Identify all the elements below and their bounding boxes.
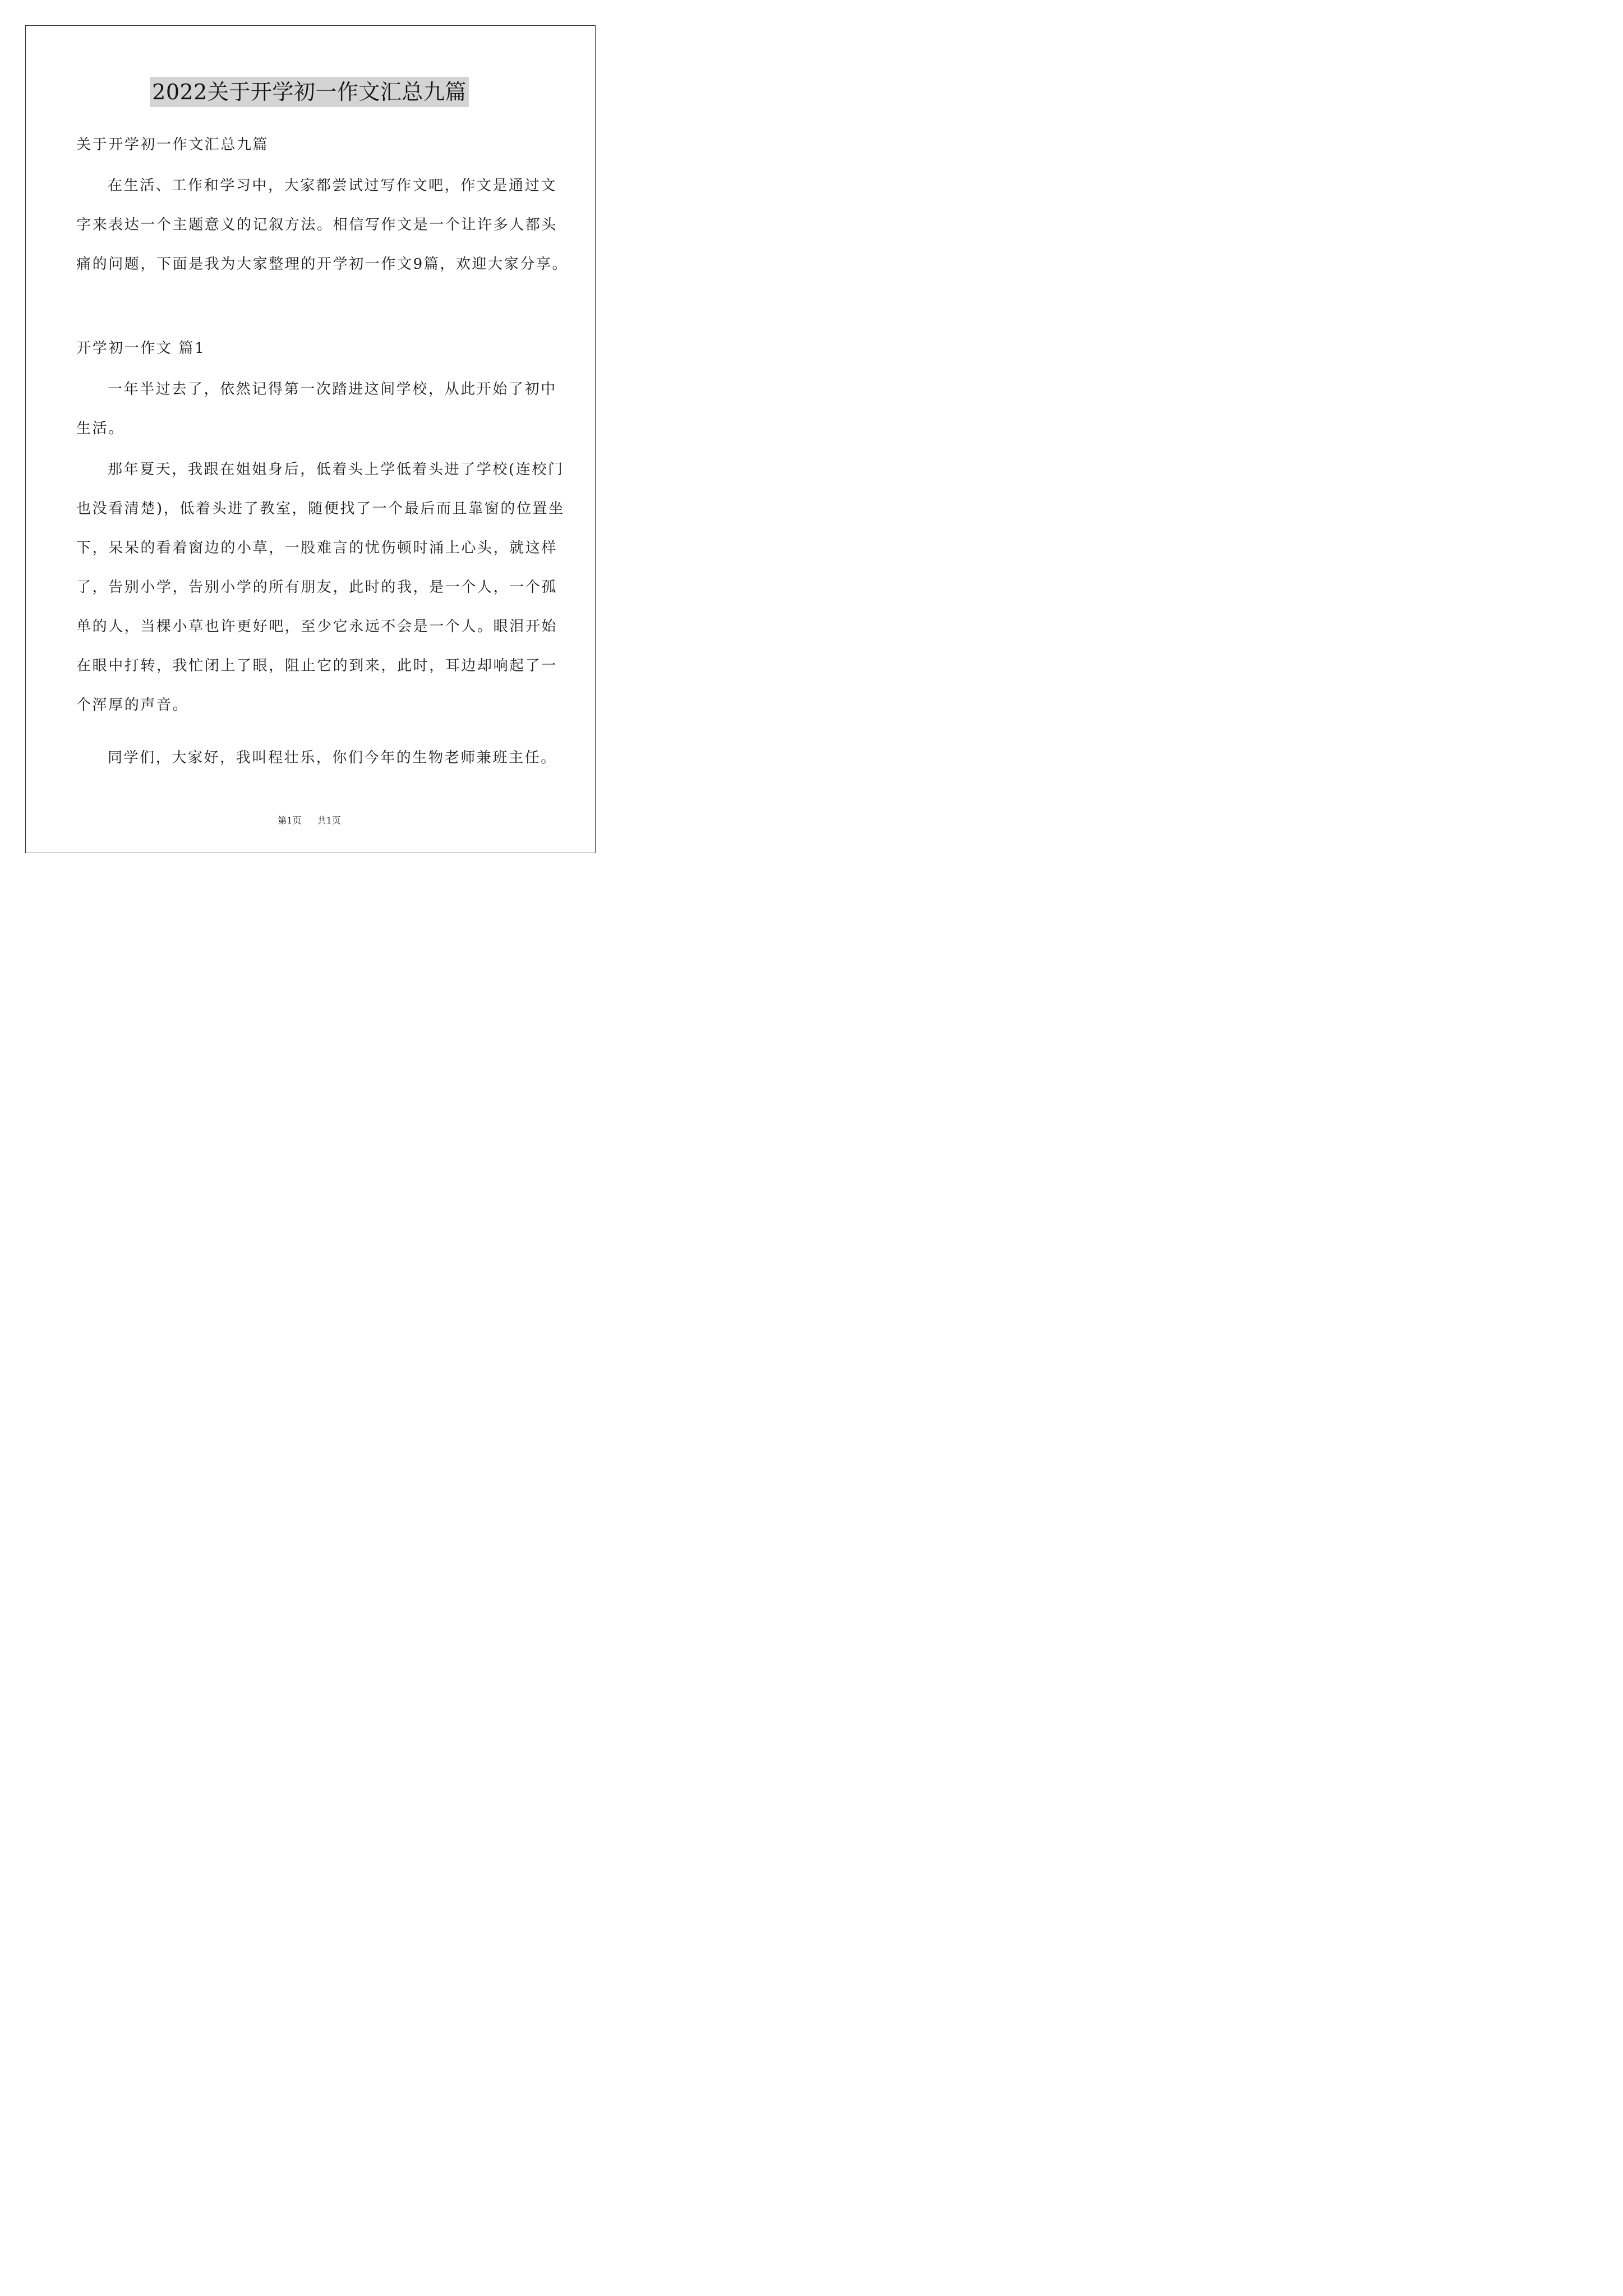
intro-paragraph bbox=[76, 166, 569, 284]
section-heading-block bbox=[76, 329, 547, 368]
page-number-current: 第1页 bbox=[278, 815, 302, 826]
paragraph-line: 在眼中打转，我忙闭上了眼，阻止它的到来，此时，耳边却响起了一 bbox=[76, 657, 558, 674]
paragraph-3 bbox=[76, 738, 557, 777]
paragraph-2 bbox=[76, 450, 565, 725]
subtitle-block bbox=[76, 125, 547, 164]
title-container bbox=[0, 77, 619, 107]
paragraph-1 bbox=[76, 370, 557, 448]
document-title: 2022关于开学初一作文汇总九篇 bbox=[150, 77, 469, 107]
document-subtitle: 关于开学初一作文汇总九篇 bbox=[76, 136, 269, 153]
paragraph-line: 下，呆呆的看着窗边的小草，一股难言的忧伤顿时涌上心头，就这样 bbox=[76, 540, 558, 556]
page-number-total: 共1页 bbox=[317, 815, 341, 826]
paragraph-line: 生活。 bbox=[76, 420, 125, 437]
paragraph-line: 一年半过去了，依然记得第一次踏进这间学校，从此开始了初中 bbox=[108, 381, 557, 398]
paragraph-line: 同学们，大家好，我叫程壮乐，你们今年的生物老师兼班主任。 bbox=[108, 749, 557, 766]
page-footer bbox=[0, 815, 619, 827]
paragraph-line: 也没看清楚)，低着头进了教室，随便找了一个最后而且靠窗的位置坐 bbox=[76, 500, 565, 517]
paragraph-line: 个浑厚的声音。 bbox=[76, 697, 189, 714]
intro-line: 在生活、工作和学习中，大家都尝试过写作文吧，作文是通过文 bbox=[108, 177, 557, 194]
section-heading: 开学初一作文 篇1 bbox=[76, 340, 206, 357]
paragraph-line: 那年夏天，我跟在姐姐身后，低着头上学低着头进了学校(连校门 bbox=[108, 461, 564, 478]
paragraph-line: 单的人，当棵小草也许更好吧，至少它永远不会是一个人。眼泪开始 bbox=[76, 618, 558, 635]
intro-line: 痛的问题，下面是我为大家整理的开学初一作文9篇，欢迎大家分享。 bbox=[76, 256, 569, 273]
intro-line: 字来表达一个主题意义的记叙方法。相信写作文是一个让许多人都头 bbox=[76, 217, 558, 233]
paragraph-line: 了，告别小学，告别小学的所有朋友，此时的我，是一个人，一个孤 bbox=[76, 579, 558, 596]
